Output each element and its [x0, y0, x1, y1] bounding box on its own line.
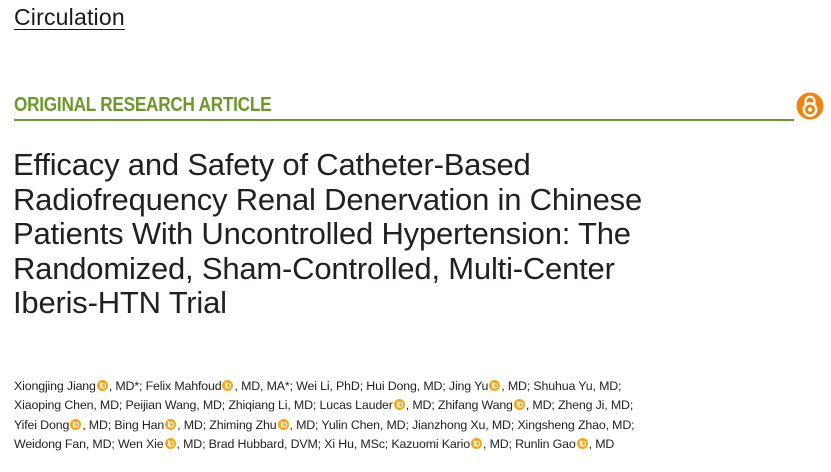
title-line-1: Efficacy and Safety of Catheter-Based — [13, 147, 531, 182]
author-credentials: , MD; — [482, 437, 516, 452]
author-name: Wen Xie — [117, 437, 164, 452]
orcid-icon[interactable] — [489, 380, 500, 391]
author-line — [14, 396, 824, 415]
title-line-3: Patients With Uncontrolled Hypertension: The — [13, 216, 631, 251]
author-name: Zhifang Wang — [437, 398, 513, 413]
author-name: Zheng Ji, MD; — [557, 398, 634, 413]
orcid-icon[interactable] — [165, 419, 176, 430]
author-name: Hui Dong, MD; — [366, 379, 449, 393]
author-name: Zhiqiang Li, MD; — [228, 398, 320, 413]
article-type-header — [14, 92, 824, 124]
orcid-icon[interactable] — [471, 438, 482, 449]
title-line-4: Randomized, Sham-Controlled, Multi-Center — [13, 250, 615, 286]
author-credentials: , MD; — [525, 398, 558, 413]
author-credentials: , MD; — [176, 437, 209, 452]
author-name: Brad Hubbard, DVM; — [208, 437, 325, 452]
orcid-icon[interactable] — [514, 399, 525, 410]
title-line-5: Iberis-HTN Trial — [13, 285, 227, 320]
author-name: Shuhua Yu, MD; — [533, 379, 622, 393]
orcid-icon[interactable] — [222, 380, 233, 391]
author-name: Weidong Fan, MD; — [14, 437, 118, 452]
author-credentials: , MD, MA*; — [234, 379, 297, 393]
author-line — [14, 377, 824, 396]
author-credentials: , MD; — [82, 417, 115, 432]
article-title — [13, 148, 813, 321]
journal-name[interactable]: Circulation — [14, 4, 125, 30]
orcid-icon[interactable] — [394, 399, 405, 410]
author-name: Jing Yu — [448, 379, 489, 393]
author-name: Bing Han — [114, 417, 165, 432]
author-name: Xiaoping Chen, MD; — [14, 398, 126, 413]
title-line-2: Radiofrequency Renal Denervation in Chinese — [13, 181, 643, 217]
author-name: Zhiming Zhu — [209, 417, 277, 432]
author-credentials: , MD — [588, 437, 615, 452]
article-type-label: ORIGINAL RESEARCH ARTICLE — [14, 94, 272, 116]
author-name: Runlin Gao — [515, 437, 576, 452]
author-line — [14, 416, 824, 435]
author-name: Kazuomi Kario — [391, 437, 470, 452]
open-access-icon[interactable] — [796, 92, 824, 120]
author-credentials: , MD; — [177, 417, 210, 432]
author-name: Felix Mahfoud — [145, 379, 222, 393]
orcid-icon[interactable] — [97, 380, 108, 391]
author-name: Lucas Lauder — [319, 398, 393, 413]
author-line — [14, 435, 824, 454]
orcid-icon[interactable] — [577, 438, 588, 449]
author-name: Xi Hu, MSc; — [324, 437, 392, 452]
author-credentials: , MD*; — [108, 379, 146, 393]
author-credentials: , MD; — [405, 398, 438, 413]
author-credentials: , MD; — [501, 379, 534, 393]
author-name: Jianzhong Xu, MD; — [412, 417, 518, 432]
section-divider — [14, 119, 794, 121]
author-name: Peijian Wang, MD; — [125, 398, 229, 413]
author-name: Xiongjing Jiang — [14, 379, 96, 393]
author-name: Wei Li, PhD; — [296, 379, 367, 393]
author-credentials: , MD; — [289, 417, 322, 432]
author-name: Yulin Chen, MD; — [321, 417, 412, 432]
orcid-icon[interactable] — [165, 438, 176, 449]
author-name: Xingsheng Zhao, MD; — [517, 417, 635, 432]
author-list — [14, 377, 824, 455]
orcid-icon[interactable] — [70, 419, 81, 430]
author-name: Yifei Dong — [14, 417, 70, 432]
orcid-icon[interactable] — [278, 419, 289, 430]
